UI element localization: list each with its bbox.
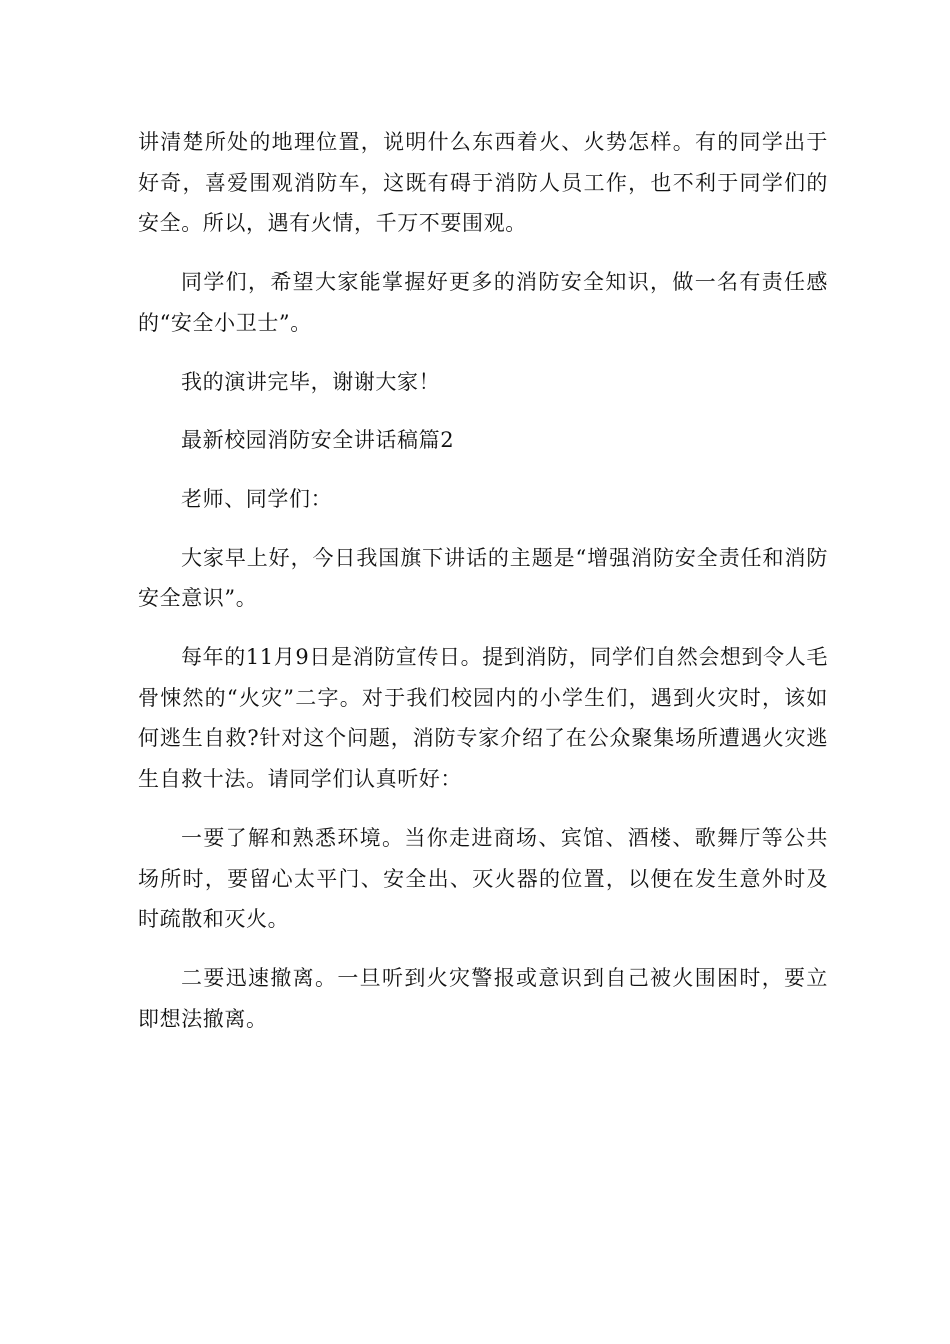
section-heading: 最新校园消防安全讲话稿篇2 — [181, 428, 455, 453]
paragraph-tip-one: 一要了解和熟悉环境。当你走进商场、宾馆、酒楼、歌舞厅等公共场所时，要留心太平门、安全出、灭火器的位置，以便在发生意外时及时疏散和灭火。 — [138, 825, 828, 932]
paragraph-hope: 同学们，希望大家能掌握好更多的消防安全知识，做一名有责任感的“安全小卫士”。 — [138, 270, 828, 335]
paragraph-fire-day: 每年的11月9日是消防宣传日。提到消防，同学们自然会想到令人毛骨悚然的“火灾”二字。对于我们校园内的小学生们，遇到火灾时，该如何逃生自救?针对这个问题，消防专家介绍了在公众聚集场所遭遇火灾逃生自救十法。请同学们认真听好： — [138, 645, 828, 792]
paragraph-tip-two: 二要迅速撤离。一旦听到火灾警报或意识到自己被火围困时，要立即想法撤离。 — [138, 965, 828, 1031]
paragraph-closing: 我的演讲完毕，谢谢大家！ — [181, 369, 441, 394]
paragraph-greeting: 大家早上好，今日我国旗下讲话的主题是“增强消防安全责任和消防安全意识”。 — [138, 545, 828, 611]
document-body — [138, 122, 828, 1057]
paragraph-continued: 讲清楚所处的地理位置，说明什么东西着火、火势怎样。有的同学出于好奇，喜爱围观消防车，这既有碍于消防人员工作，也不利于同学们的安全。所以，遇有火情，千万不要围观。 — [138, 130, 828, 236]
paragraph-salutation: 老师、同学们： — [181, 486, 333, 511]
